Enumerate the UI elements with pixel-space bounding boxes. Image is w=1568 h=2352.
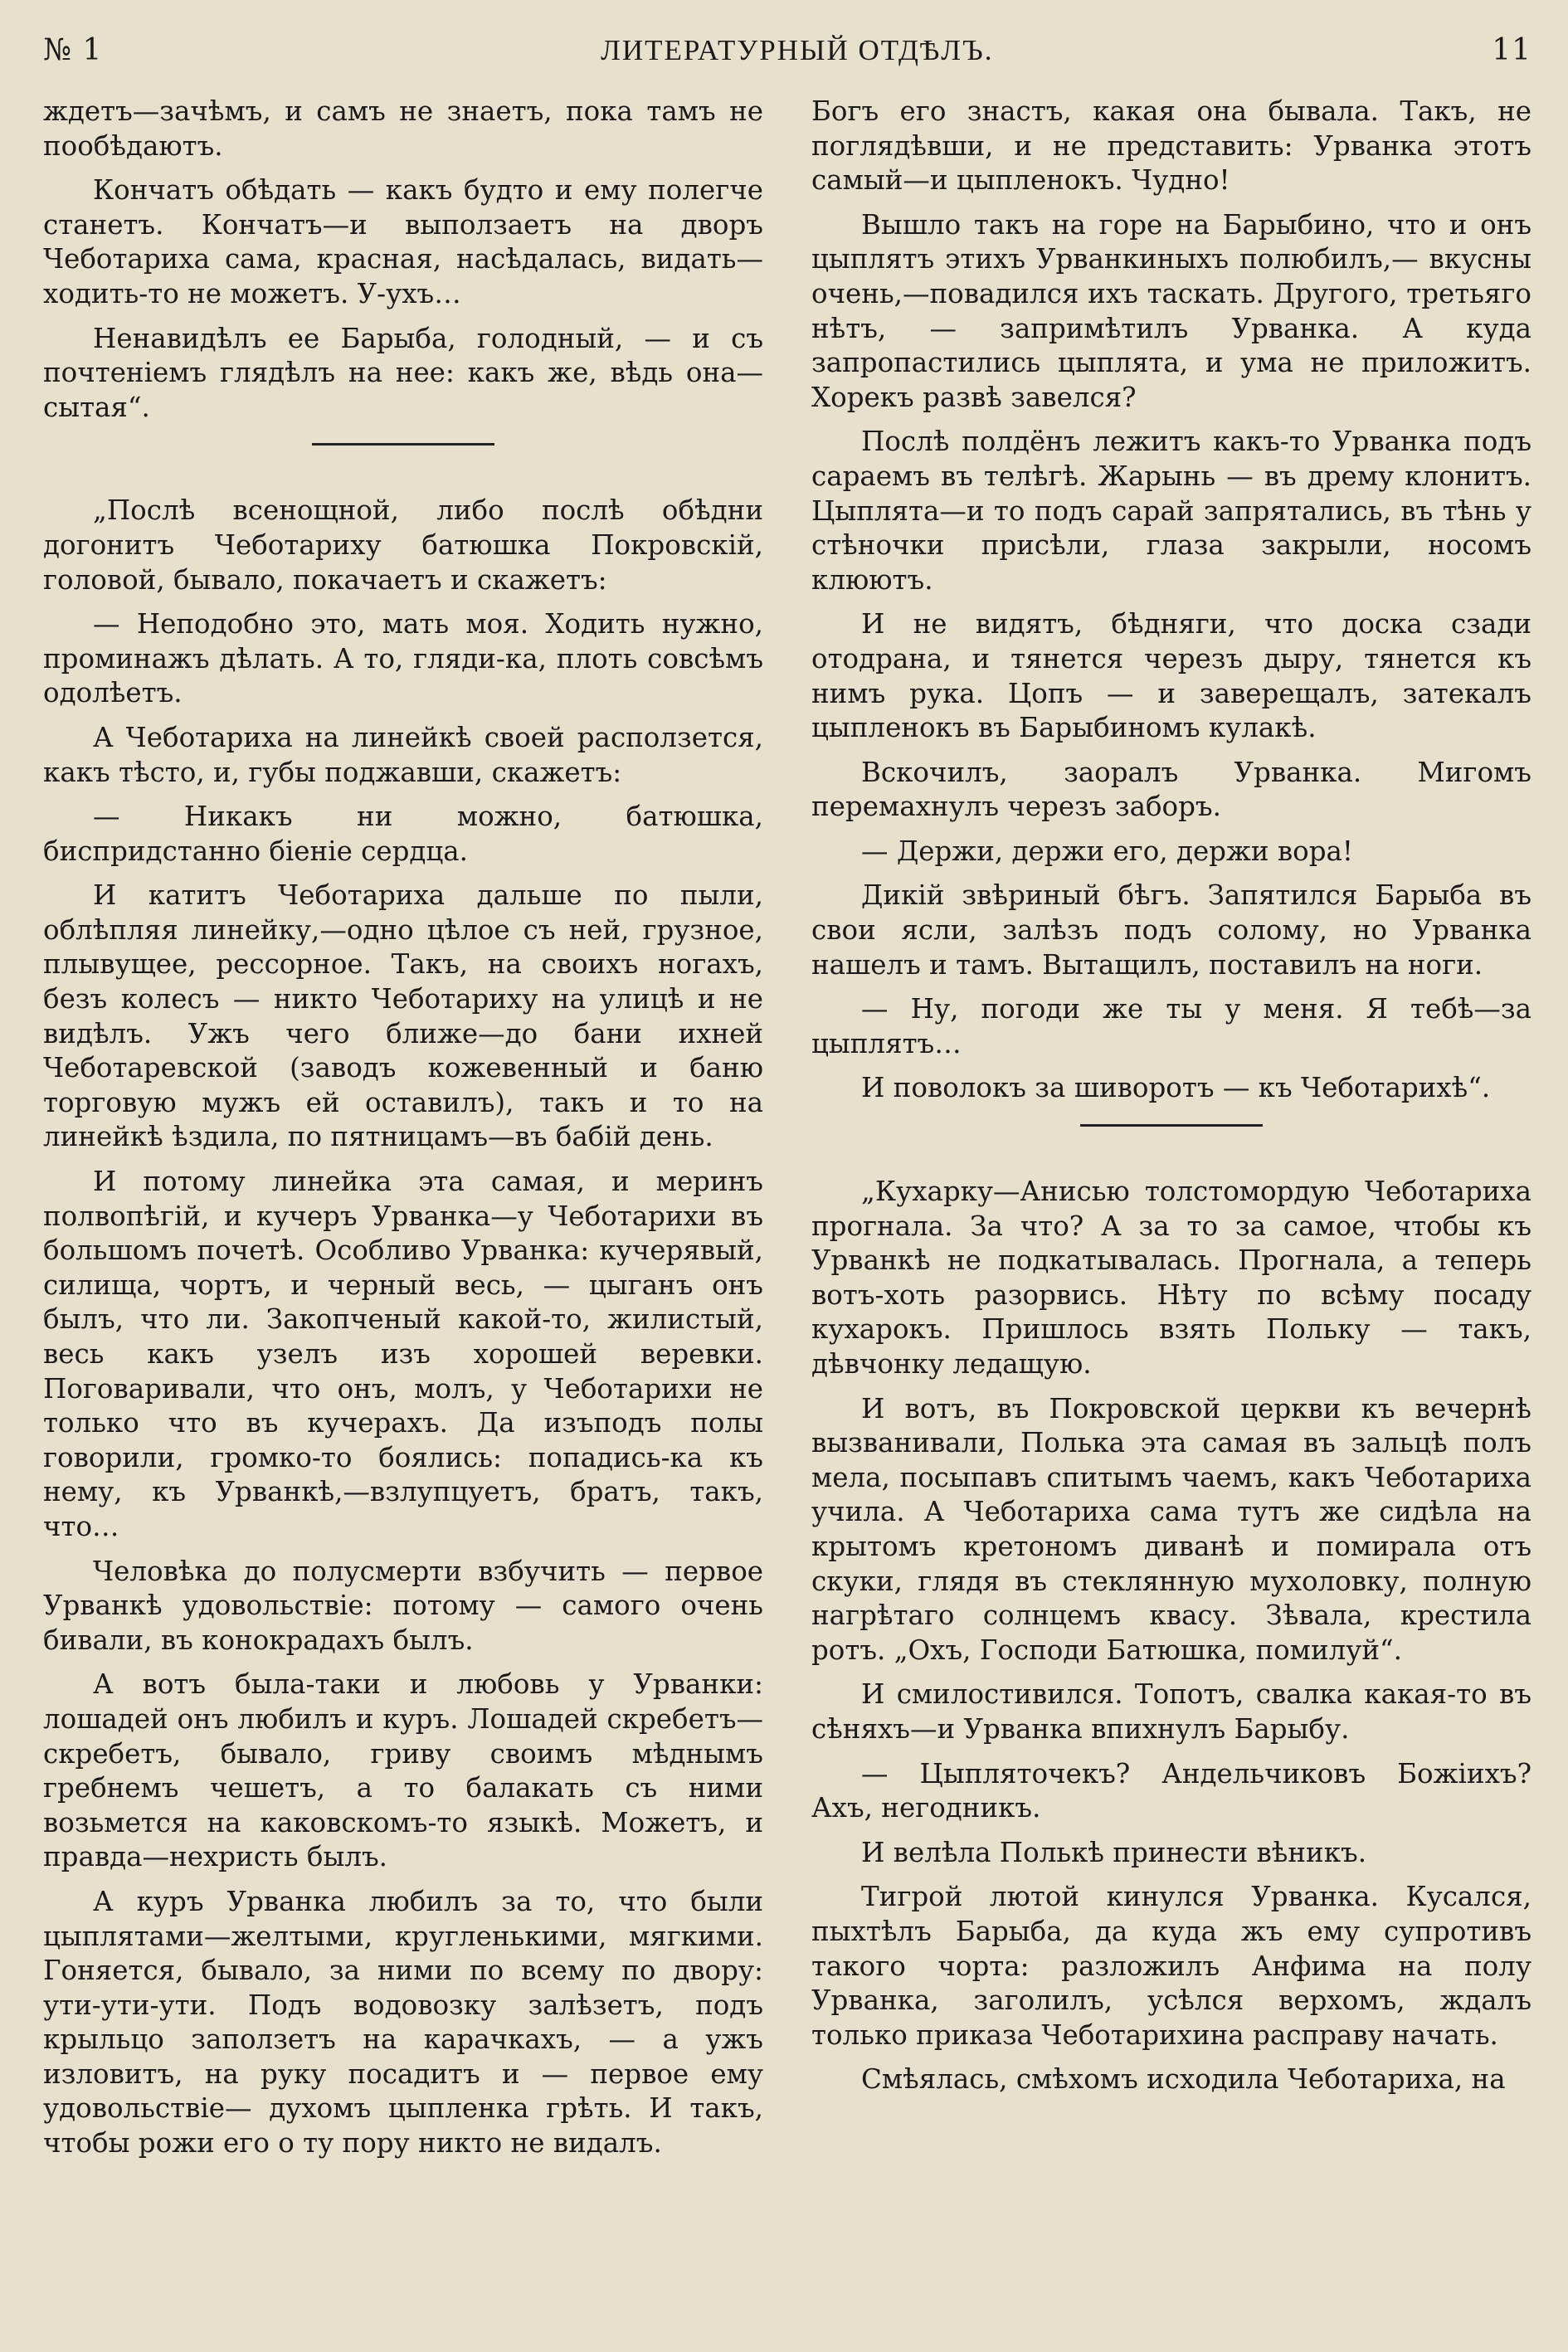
paragraph: Вскочилъ, заоралъ Урванка. Мигомъ перемахнулъ черезъ заборъ.: [811, 756, 1531, 823]
paragraph: И катитъ Чеботариха дальше по пыли, облѣпляя линейку,—одно цѣлое съ ней, грузное, плывущее, рессорное. Такъ, на своихъ ногахъ, безъ колесъ — никто Чеботариху на улицѣ и не видѣлъ. Ужъ чего ближе—до бани ихней Чеботаревской (заводъ кожевенный и баню торговую мужъ ей оставилъ), такъ и то на линейкѣ ѣздила, по пятницамъ—въ бабій день.: [43, 879, 763, 1153]
issue-number: № 1: [43, 33, 103, 67]
running-header: [43, 33, 1531, 95]
paragraph: Ненавидѣлъ ее Барыба, голодный, — и съ почтеніемъ глядѣлъ на нее: какъ же, вѣдь она—сытая“.: [43, 322, 763, 423]
paragraph: — Неподобно это, мать моя. Ходить нужно, проминажъ дѣлать. А то, гляди-ка, плоть совсѣмъ одолѣетъ.: [43, 608, 763, 709]
section-divider: [312, 443, 494, 446]
right-column: [811, 95, 1531, 2171]
paragraph: И поволокъ за шиворотъ — къ Чеботарихѣ“.: [861, 1072, 1491, 1104]
paragraph: — Ну, погоди же ты у меня. Я тебѣ—за цыплятъ…: [811, 993, 1531, 1059]
section-title: ЛИТЕРАТУРНЫЙ ОТДѢЛЪ.: [601, 34, 994, 66]
paragraph: „Послѣ всенощной, либо послѣ обѣдни догонитъ Чеботариху батюшка Покровскій, головой, бывало, покачаетъ и скажетъ:: [43, 494, 763, 596]
paragraph: — Никакъ ни можно, батюшка, биспридстанно біеніе сердца.: [43, 801, 763, 867]
paragraph: Богъ его знастъ, какая она бывала. Такъ, не поглядѣвши, и не представить: Урванка этотъ самый—и цыпленокъ. Чудно!: [811, 95, 1531, 197]
paragraph: А вотъ была-таки и любовь у Урванки: лошадей онъ любилъ и куръ. Лошадей скребетъ—скребетъ, бывало, гриву своимъ мѣднымъ гребнемъ чешетъ, а то балакать съ ними возьмется на каковскомъ-то языкѣ. Можетъ, и правда—нехристь былъ.: [43, 1668, 763, 1873]
paragraph: И не видятъ, бѣдняги, что доска сзади отодрана, и тянется черезъ дыру, тянется къ нимъ рука. Цопъ — и заверещалъ, затекалъ цыпленокъ въ Барыбиномъ кулакѣ.: [811, 608, 1531, 744]
paragraph: И потому линейка эта самая, и меринъ полвопѣгій, и кучеръ Урванка—у Чеботарихи въ большомъ почетѣ. Особливо Урванка: кучерявый, силища, чортъ, и черный весь, — цыганъ онъ былъ, что ли. Закопченый какой-то, жилистый, весь какъ узелъ изъ хорошей веревки. Поговаривали, что онъ, молъ, у Чеботарихи не только что въ кучерахъ. Да изъподъ полы говорили, громко-то боялись: попадись-ка къ нему, къ Урванкѣ,—взлупцуетъ, братъ, такъ, что…: [43, 1166, 763, 1542]
paragraph: Вышло такъ на горе на Барыбино, что и онъ цыплятъ этихъ Урванкиныхъ полюбилъ,— вкусны очень,—повадился ихъ таскать. Другого, третьяго нѣтъ, — запримѣтилъ Урванка. А куда запропастились цыплята, и ума не приложитъ. Хорекъ развѣ завелся?: [811, 208, 1531, 413]
paragraph: „Кухарку—Анисью толстомордую Чеботариха прогнала. За что? А за то за самое, чтобы къ Урванкѣ не подкатывалась. Прогнала, а теперь вотъ-хоть разорвись. Нѣту по всѣму посаду кухарокъ. Пришлось взять Польку — такъ, дѣвчонку ледащую.: [811, 1176, 1531, 1380]
paragraph: А куръ Урванка любилъ за то, что были цыплятами—желтыми, кругленькими, мягкими. Гоняется, бывало, за ними по всему по двору: ути-ути-ути. Подъ водовозку залѣзетъ, подъ крыльцо заползетъ на карачкахъ, — а ужъ изловитъ, на руку посадитъ и — первое ему удовольствіе— духомъ цыпленка грѣть. И такъ, чтобы рожи его о ту пору никто не видалъ.: [43, 1885, 763, 2160]
paragraph: Дикій звѣриный бѣгъ. Запятился Барыба въ свои ясли, залѣзъ подъ солому, но Урванка нашелъ и тамъ. Вытащилъ, поставилъ на ноги.: [811, 879, 1531, 981]
page-number: 11: [1492, 33, 1531, 67]
paragraph: И велѣла Полькѣ принести вѣникъ.: [861, 1836, 1367, 1868]
text-columns: [43, 95, 1531, 2171]
paragraph: Послѣ полдёнъ лежитъ какъ-то Урванка подъ сараемъ въ телѣгѣ. Жарынь — въ дрему клонитъ. Цыплята—и то подъ сарай запрятались, въ тѣнь у стѣночки присѣли, глаза закрыли, носомъ клюютъ.: [811, 426, 1531, 596]
paragraph: — Цыпляточекъ? Андельчиковъ Божіихъ? Ахъ, негодникъ.: [811, 1757, 1531, 1824]
paragraph: И смилостивился. Топотъ, свалка какая-то въ сѣняхъ—и Урванка впихнулъ Барыбу.: [811, 1678, 1531, 1745]
left-column: [43, 95, 763, 2171]
paragraph: — Держи, держи его, держи вора!: [861, 835, 1353, 867]
paragraph: Человѣка до полусмерти взбучить — первое Урванкѣ удовольствіе: потому — самого очень бивали, въ конокрадахъ былъ.: [43, 1555, 763, 1656]
paragraph: И вотъ, въ Покровской церкви къ вечернѣ вызванивали, Полька эта самая въ зальцѣ полъ мела, посыпавъ спитымъ чаемъ, какъ Чеботариха учила. А Чеботариха сама тутъ же сидѣла на крытомъ кретономъ диванѣ и помирала отъ скуки, глядя въ стеклянную мухоловку, полную нагрѣтаго солнцемъ квасу. Зѣвала, крестила ротъ. „Охъ, Господи Батюшка, помилуй“.: [811, 1392, 1531, 1666]
paragraph: ждетъ—зачѣмъ, и самъ не знаетъ, пока тамъ не пообѣдаютъ.: [43, 95, 763, 162]
paragraph: Кончатъ обѣдать — какъ будто и ему полегче станетъ. Кончатъ—и выползаетъ на дворъ Чеботариха сама, красная, насѣдалась, видать—ходить-то не можетъ. У-ухъ…: [43, 174, 763, 309]
section-divider: [1080, 1124, 1263, 1127]
paragraph: Тигрой лютой кинулся Урванка. Кусался, пыхтѣлъ Барыба, да куда жъ ему супротивъ такого чорта: разложилъ Анфима на полу Урванка, заголилъ, усѣлся верхомъ, ждалъ только приказа Чеботарихина расправу начать.: [811, 1881, 1531, 2051]
paragraph: А Чеботариха на линейкѣ своей расползется, какъ тѣсто, и, губы поджавши, скажетъ:: [43, 721, 763, 788]
paragraph: Смѣялась, смѣхомъ исходила Чеботариха, на: [861, 2063, 1506, 2096]
